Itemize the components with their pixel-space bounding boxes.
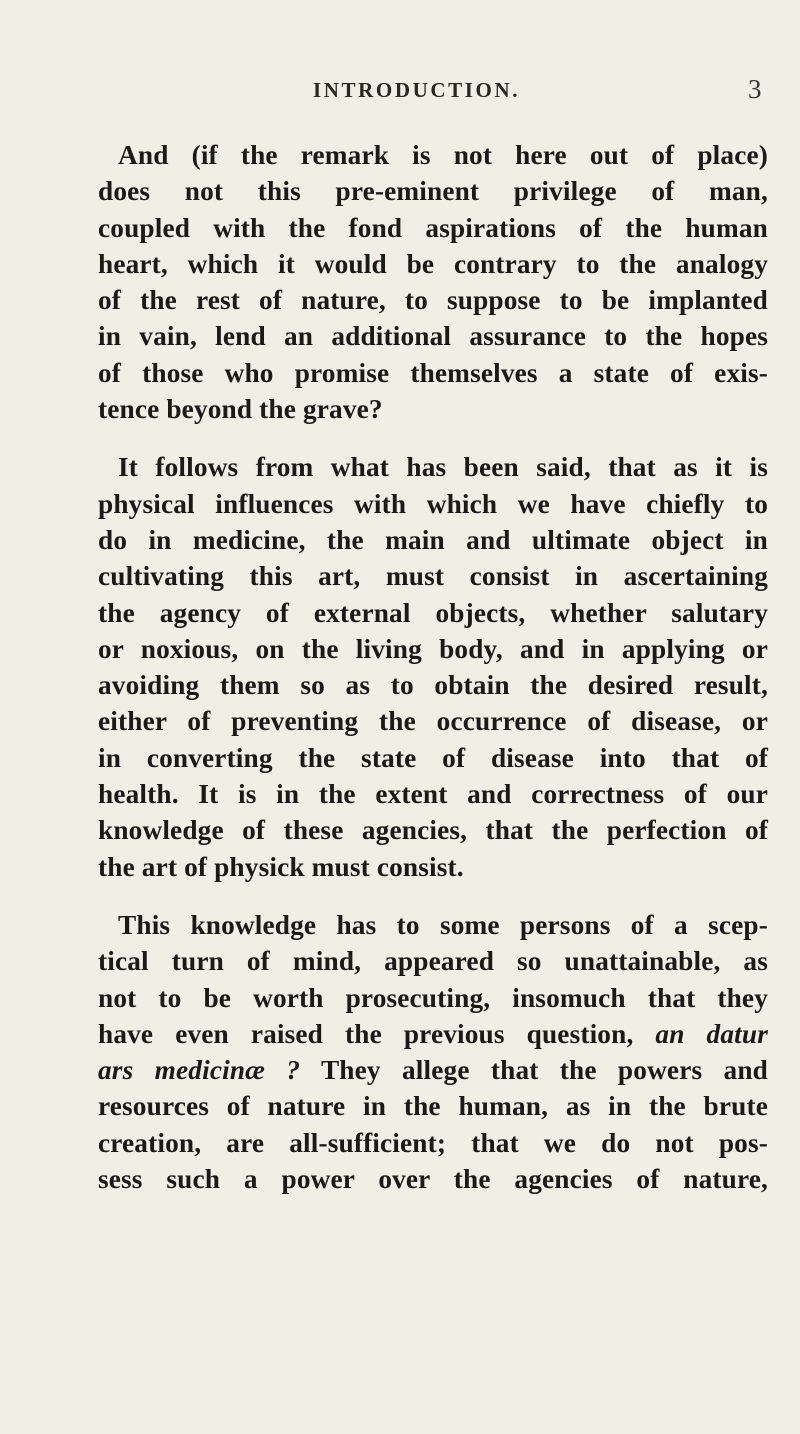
text-line: of the rest of nature, to suppose to be implanted	[98, 285, 768, 316]
text-line: It follows from what has been said, that as it is	[118, 452, 768, 483]
text-line: sess such a power over the agencies of nature,	[98, 1164, 768, 1195]
text-line: of those who promise themselves a state of exis-	[98, 357, 768, 388]
paragraph-3	[98, 907, 768, 1197]
text-line: in vain, lend an additional assurance to the hopes	[98, 321, 768, 352]
text-line: either of preventing the occurrence of disease, or	[98, 706, 768, 737]
text-line: does not this pre-eminent privilege of man,	[98, 176, 768, 207]
text-segment: They allege that the powers and	[320, 1055, 768, 1086]
text-line-with-italic	[98, 1016, 768, 1052]
latin-phrase: an datur	[655, 1018, 768, 1049]
paragraph-2	[98, 449, 768, 885]
paragraph-spacer	[98, 885, 768, 907]
text-line: or noxious, on the living body, and in applying or	[98, 633, 768, 664]
latin-phrase: ars medicinæ ?	[98, 1055, 301, 1086]
text-line-with-italic	[98, 1052, 768, 1088]
text-line: tical turn of mind, appeared so unattainable, as	[98, 946, 768, 977]
text-line: cultivating this art, must consist in ascertaining	[98, 561, 768, 592]
text-line: do in medicine, the main and ultimate object in	[98, 524, 768, 555]
text-line: coupled with the fond aspirations of the human	[98, 212, 768, 243]
text-line: avoiding them so as to obtain the desired result,	[98, 670, 768, 701]
text-line: This knowledge has to some persons of a scep-	[118, 909, 768, 940]
text-line: tence beyond the grave?	[98, 394, 383, 425]
text-line: heart, which it would be contrary to the analogy	[98, 248, 768, 279]
paragraph-1	[98, 137, 768, 427]
page-number: 3	[748, 74, 762, 104]
text-line: the art of physick must consist.	[98, 851, 464, 882]
body-text	[98, 137, 768, 1197]
running-title: INTRODUCTION.	[313, 78, 521, 102]
text-line: resources of nature in the human, as in the brute	[98, 1091, 768, 1122]
text-line: creation, are all-sufficient; that we do not pos-	[98, 1127, 768, 1158]
text-segment: have even raised the previous question,	[98, 1018, 634, 1049]
text-line: not to be worth prosecuting, insomuch that they	[98, 982, 768, 1013]
text-line: And (if the remark is not here out of place)	[118, 140, 768, 170]
text-line: the agency of external objects, whether salutary	[98, 597, 768, 628]
text-line: knowledge of these agencies, that the perfection of	[98, 815, 768, 846]
text-line: health. It is in the extent and correctness of our	[98, 779, 768, 810]
paragraph-spacer	[98, 427, 768, 449]
page-header	[0, 74, 800, 114]
text-line: physical influences with which we have chiefly to	[98, 488, 768, 519]
text-line: in converting the state of disease into that of	[98, 742, 768, 773]
